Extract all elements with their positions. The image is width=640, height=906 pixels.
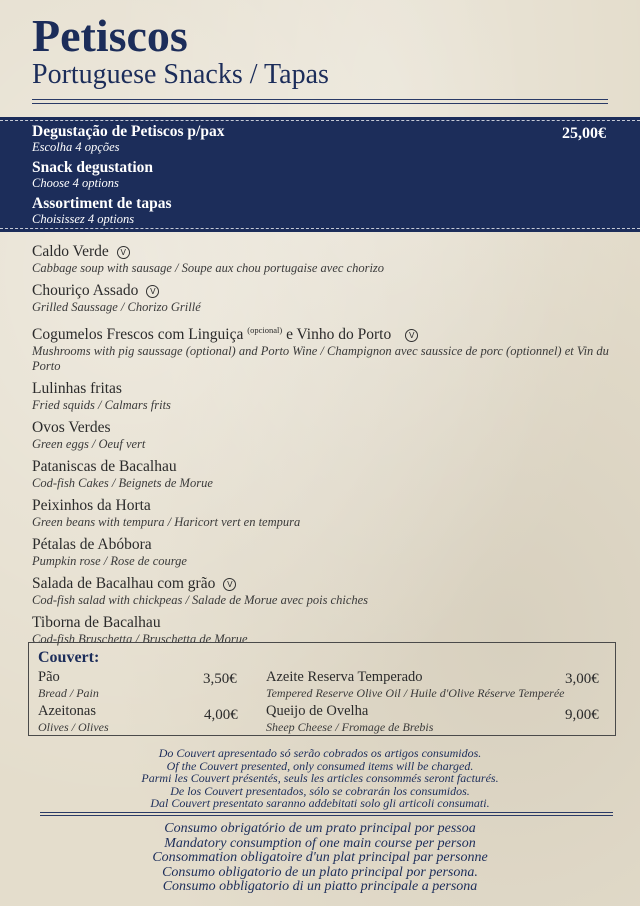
dish-list bbox=[32, 243, 612, 653]
note-line: De los Couvert presentados, sólo se cobrarán los consumidos. bbox=[170, 783, 470, 798]
page-subtitle: Portuguese Snacks / Tapas bbox=[32, 59, 329, 90]
page-title: Petiscos bbox=[32, 10, 188, 61]
dish-optional-note: (opcional) bbox=[247, 325, 283, 335]
band-row-subtitle: Choose 4 options bbox=[32, 176, 119, 190]
note-line: Do Couvert apresentado só serão cobrados os artigos consumidos. bbox=[158, 746, 482, 760]
dish-item bbox=[32, 458, 612, 491]
couvert-item-name: Pão bbox=[38, 669, 60, 685]
couvert-item-price: 3,50€ bbox=[203, 671, 237, 687]
vegetarian-icon: V bbox=[405, 329, 418, 342]
couvert-notes bbox=[0, 747, 640, 810]
notes-divider bbox=[40, 812, 613, 816]
band-row-title: Assortiment de tapas bbox=[32, 195, 172, 212]
dish-description: Mushrooms with pig saussage (optional) and Porto Wine / Champignon avec saussice de porc (optionnel) et Vin du Porto bbox=[32, 344, 609, 373]
dish-name: Cogumelos Frescos com Linguiça bbox=[32, 326, 244, 343]
couvert-item-price: 3,00€ bbox=[565, 671, 599, 687]
dish-name: Caldo Verde bbox=[32, 243, 109, 260]
band-row bbox=[32, 195, 608, 227]
degustation-price: 25,00€ bbox=[562, 125, 606, 142]
couvert-item-name: Azeitonas bbox=[38, 703, 96, 719]
couvert-item bbox=[38, 703, 109, 734]
couvert-title: Couvert: bbox=[38, 649, 100, 666]
dish-item bbox=[32, 380, 612, 413]
couvert-item-price: 4,00€ bbox=[204, 707, 238, 723]
couvert-box bbox=[28, 642, 616, 736]
header-divider bbox=[32, 99, 608, 104]
band-row-title: Snack degustation bbox=[32, 159, 154, 176]
mandatory-line: Consumo obbligatorio di un piatto principale a persona bbox=[162, 879, 478, 894]
dish-item bbox=[32, 536, 612, 569]
mandatory-line: Consumo obrigatório de um prato principal por pessoa bbox=[164, 821, 476, 836]
dish-description: Cod-fish Bruschetta / Bruschetta de Morue bbox=[32, 632, 248, 646]
couvert-item-name: Queijo de Ovelha bbox=[266, 703, 369, 719]
couvert-item-description: Bread / Pain bbox=[38, 686, 99, 700]
dish-item bbox=[32, 575, 612, 608]
couvert-item bbox=[266, 703, 433, 734]
vegetarian-icon: V bbox=[117, 246, 130, 259]
dish-name: Ovos Verdes bbox=[32, 419, 111, 436]
dish-name: Peixinhos da Horta bbox=[32, 497, 151, 514]
mandatory-line: Consommation obligatoire d'un plat principal par personne bbox=[152, 850, 488, 865]
dish-description: Fried squids / Calmars frits bbox=[32, 398, 171, 412]
couvert-item-description: Sheep Cheese / Fromage de Brebis bbox=[266, 720, 434, 734]
band-row bbox=[32, 159, 608, 191]
band-row bbox=[32, 123, 608, 155]
dish-name: Chouriço Assado bbox=[32, 282, 139, 299]
dish-name: Salada de Bacalhau com grão bbox=[32, 575, 216, 592]
dish-description: Green beans with tempura / Haricort vert en tempura bbox=[32, 515, 301, 529]
degustation-band bbox=[0, 117, 640, 232]
menu-header bbox=[32, 12, 329, 90]
couvert-item bbox=[38, 669, 99, 700]
note-line: Dal Couvert presentato saranno addebitati solo gli articoli consumati. bbox=[150, 796, 490, 810]
dish-description: Grilled Saussage / Chorizo Grillé bbox=[32, 300, 201, 314]
vegetarian-icon: V bbox=[223, 578, 236, 591]
mandatory-line: Mandatory consumption of one main course per person bbox=[164, 835, 476, 851]
dish-name-continued: e Vinho do Porto bbox=[282, 326, 392, 343]
note-line: Parmi les Couvert présentés, seuls les articles consommés seront facturés. bbox=[141, 771, 499, 785]
couvert-item-description: Olives / Olives bbox=[38, 720, 109, 734]
dish-item bbox=[32, 419, 612, 452]
dish-description: Cod-fish salad with chickpeas / Salade de Morue avec pois chiches bbox=[32, 593, 369, 607]
band-row-subtitle: Choisissez 4 options bbox=[32, 212, 135, 226]
band-row-title: Degustação de Petiscos p/pax bbox=[32, 123, 225, 140]
couvert-item-name: Azeite Reserva Temperado bbox=[266, 669, 423, 685]
band-row-subtitle: Escolha 4 opções bbox=[32, 140, 120, 154]
dish-name: Pataniscas de Bacalhau bbox=[32, 458, 177, 475]
dish-item bbox=[32, 497, 612, 530]
note-line: Of the Couvert presented, only consumed items will be charged. bbox=[166, 758, 474, 773]
mandatory-line: Consumo obligatorio de un plato principal por persona. bbox=[162, 864, 478, 880]
mandatory-consumption-notice bbox=[0, 822, 640, 895]
couvert-item-price: 9,00€ bbox=[565, 707, 599, 723]
dish-name: Tiborna de Bacalhau bbox=[32, 614, 161, 631]
dish-item bbox=[32, 282, 612, 315]
dish-description: Cod-fish Cakes / Beignets de Morue bbox=[32, 476, 213, 490]
dish-name: Lulinhas fritas bbox=[32, 380, 122, 397]
couvert-item-description: Tempered Reserve Olive Oil / Huile d'Olive Réserve Temperée bbox=[266, 686, 565, 700]
dish-description: Green eggs / Oeuf vert bbox=[32, 437, 146, 451]
dish-item bbox=[32, 243, 612, 276]
dish-item bbox=[32, 321, 612, 374]
dish-name: Pétalas de Abóbora bbox=[32, 536, 152, 553]
couvert-item bbox=[266, 669, 564, 700]
dish-description: Cabbage soup with sausage / Soupe aux chou portugaise avec chorizo bbox=[32, 261, 385, 275]
dish-description: Pumpkin rose / Rose de courge bbox=[32, 554, 187, 568]
vegetarian-icon: V bbox=[146, 285, 159, 298]
